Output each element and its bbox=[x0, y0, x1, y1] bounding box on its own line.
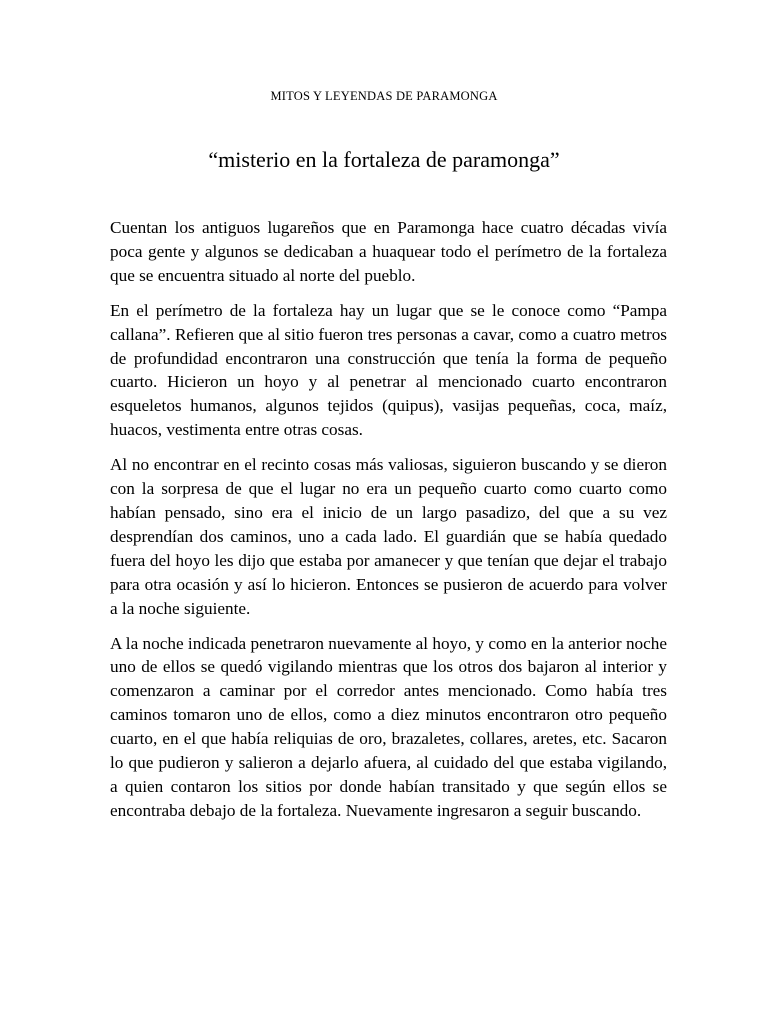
paragraph: Al no encontrar en el recinto cosas más valiosas, siguieron buscando y se dieron con la sorpresa de que el lugar no era un pequeño cuarto como cuarto como habían pensado, sino era el inicio de un largo pasadizo, del que a su vez desprendían dos caminos, uno a cada lado. El guardián que se había quedado fuera del hoyo les dijo que estaba por amanecer y que tenían que dejar el trabajo para otra ocasión y así lo hicieron. Entonces se pusieron de acuerdo para volver a la noche siguiente. bbox=[110, 455, 667, 618]
paragraph: Cuentan los antiguos lugareños que en Paramonga hace cuatro décadas vivía poca gente y algunos se dedicaban a huaquear todo el perímetro de la fortaleza que se encuentra situado al norte del pueblo. bbox=[110, 218, 667, 285]
paragraph: A la noche indicada penetraron nuevamente al hoyo, y como en la anterior noche uno de ellos se quedó vigilando mientras que los otros dos bajaron al interior y comenzaron a caminar por el corredor antes mencionado. Como había tres caminos tomaron uno de ellos, como a diez minutos encontraron otro pequeño cuarto, en el que había reliquias de oro, brazaletes, collares, aretes, etc. Sacaron lo que pudieron y salieron a dejarlo afuera, al cuidado del que estaba vigilando, a quien contaron los sitios por donde habían transitado y que según ellos se encontraba debajo de la fortaleza. Nuevamente ingresaron a seguir buscando. bbox=[110, 633, 667, 820]
paragraph: En el perímetro de la fortaleza hay un lugar que se le conoce como “Pampa callana”. Refieren que al sitio fueron tres personas a cavar, como a cuatro metros de profundidad encontraron una construcción que tenía la forma de pequeño cuarto. Hicieron un hoyo y al penetrar al mencionado cuarto encontraron esqueletos humanos, algunos tejidos (quipus), vasijas pequeñas, coca, maíz, huacos, vestimenta entre otras cosas. bbox=[110, 300, 667, 440]
document-title: “misterio en la fortaleza de paramonga” bbox=[208, 147, 560, 172]
page-header: MITOS Y LEYENDAS DE PARAMONGA bbox=[270, 89, 498, 103]
document-body bbox=[110, 216, 667, 834]
